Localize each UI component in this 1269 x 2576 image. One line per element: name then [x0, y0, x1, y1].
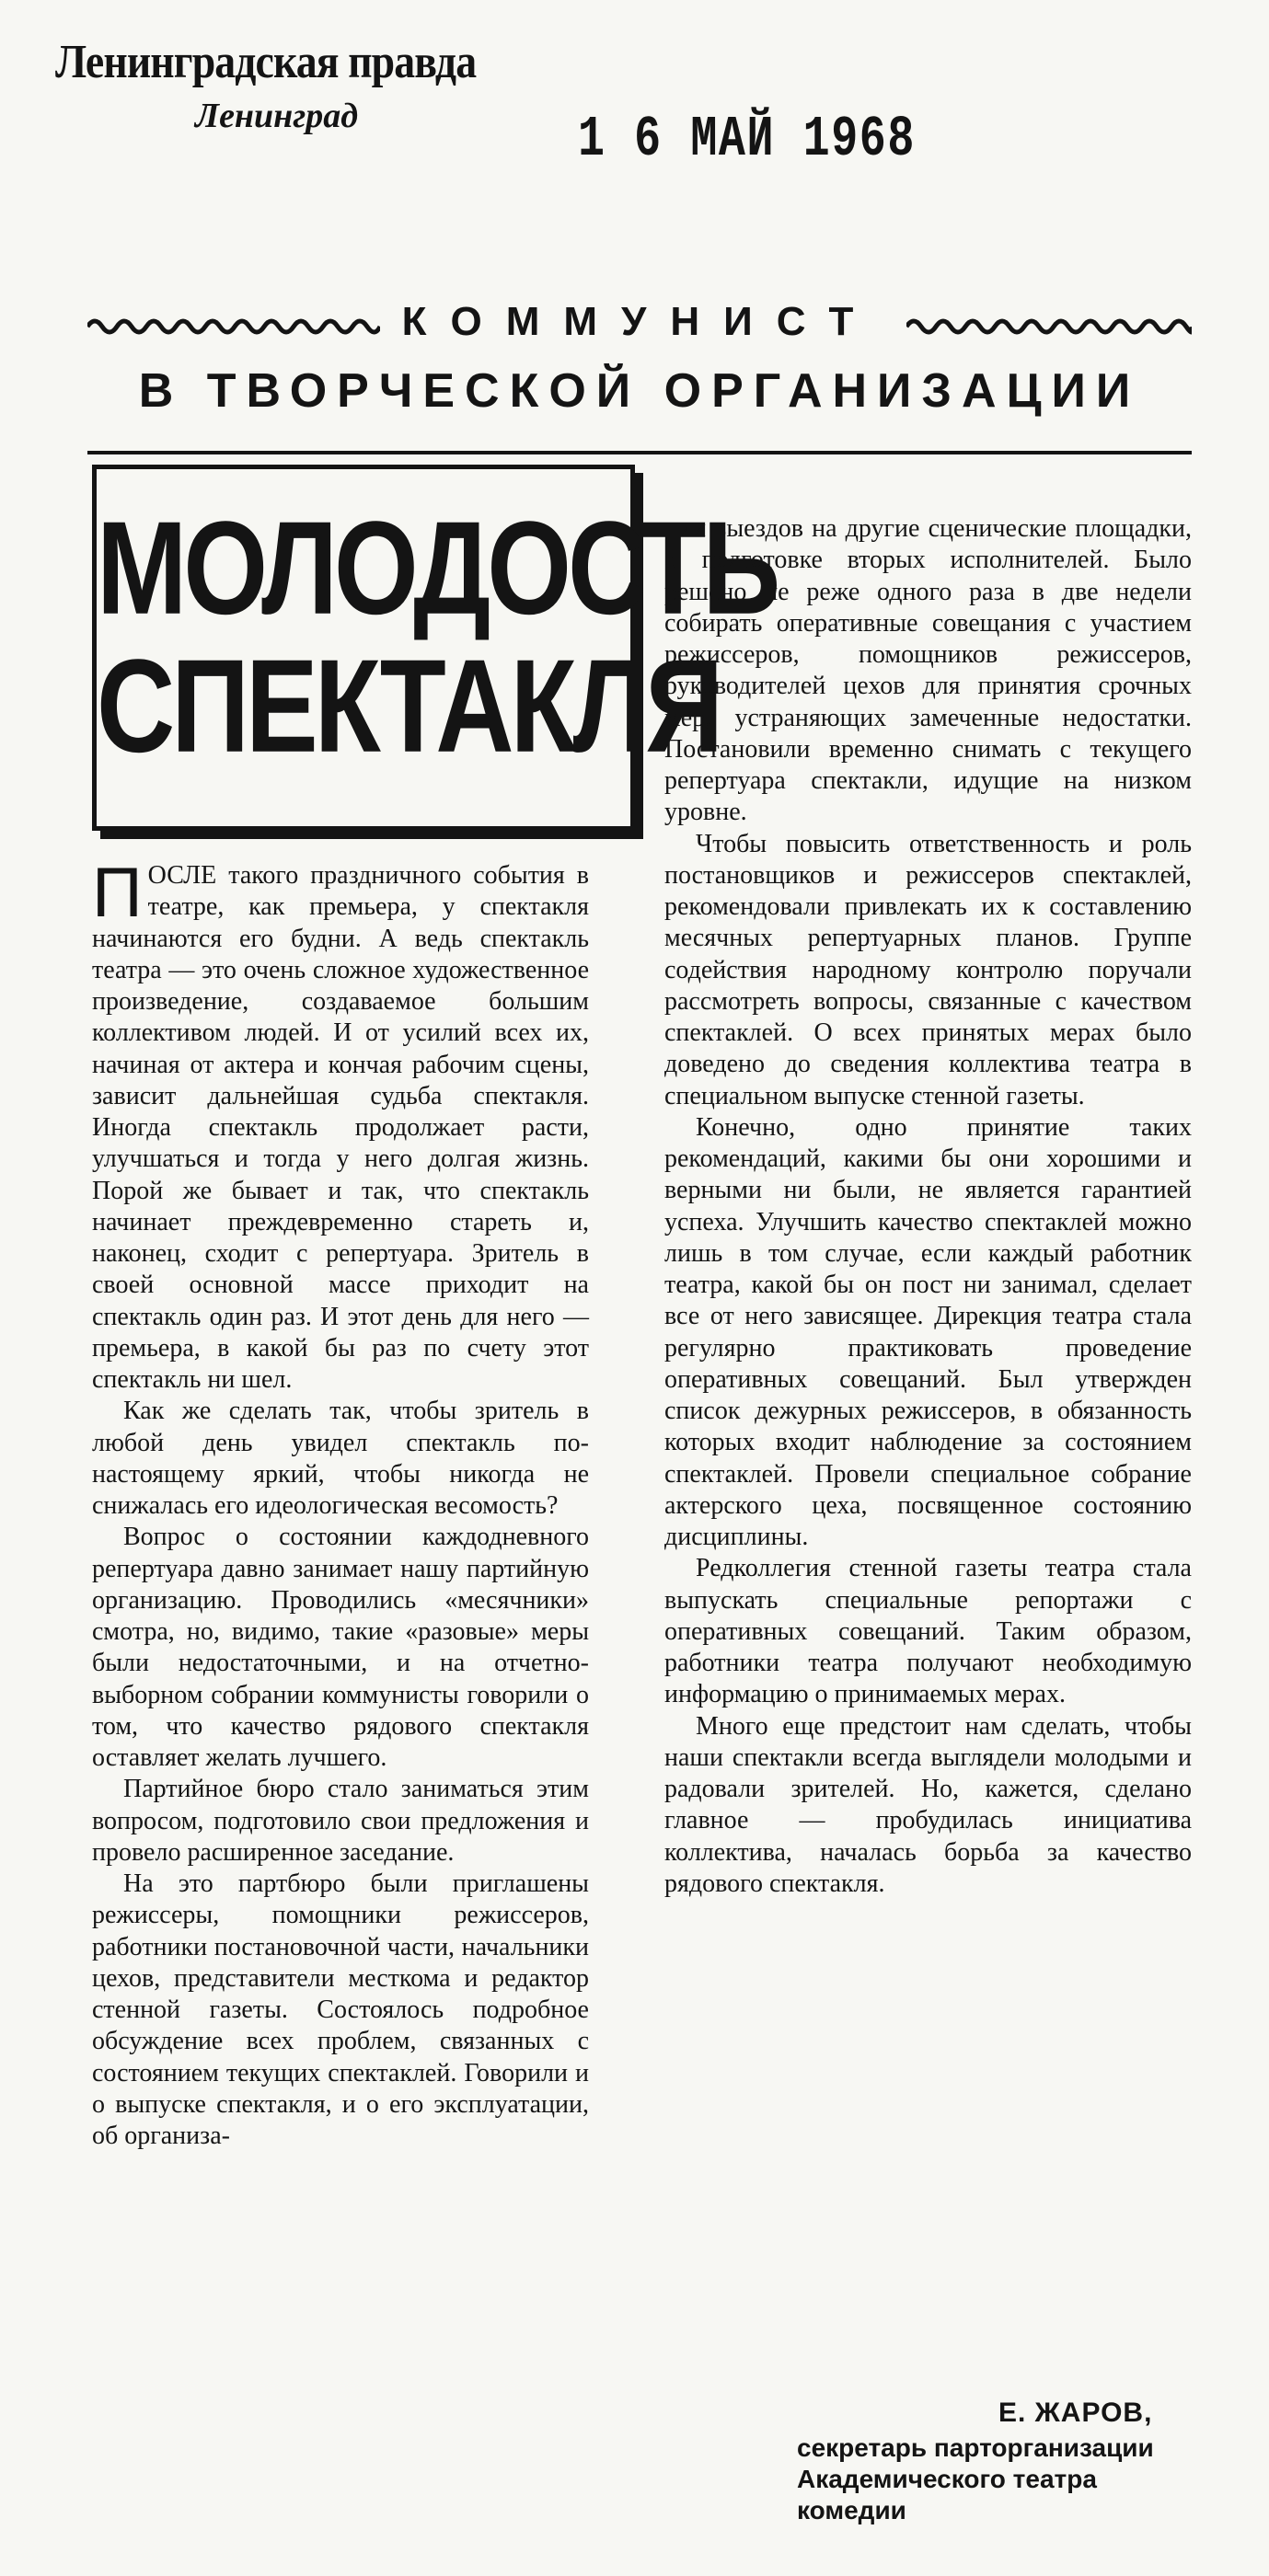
rubric-header	[87, 299, 1192, 446]
article-paragraph: Редколлегия стенной газеты театра стала выпускать специальные репортажи с оперативных совещаний. Таким образом, работники театра получают необходимую информацию о принимаемых мерах.	[664, 1554, 1192, 1709]
article-paragraph: Конечно, одно принятие таких рекомендаций, какими бы они хорошими и верными ни были, не является гарантией успеха. Улучшить качество спектаклей можно лишь в том случае, если каждый работник театра, какой бы он пост ни занимал, сделает все от него зависящее. Дирекция театра стала регулярно практиковать проведение оперативных совещаний. Был утвержден список дежурных режиссеров, в обязанность которых входит наблюдение за состоянием спектаклей. Провели специальное собрание актерского цеха, посвященное состоянию дисциплины.	[664, 1112, 1192, 1551]
date-stamp: 1 6 МАЙ 1968	[578, 107, 916, 172]
drop-cap: П	[92, 854, 143, 932]
article-paragraph: Вопрос о состоянии каждодневного репертуара давно занимает нашу партийную организацию. Проводились «месячники» смотра, но, видимо, такие «разовые» меры были недостаточными, и на отчетно-выборном собрании коммунисты говорили о том, что качество рядового спектакля оставляет желать лучшего.	[92, 1523, 589, 1772]
newspaper-name-stamp: Ленинградская правда	[55, 36, 477, 88]
newspaper-city-stamp: Ленинград	[195, 97, 359, 135]
article-column-left	[92, 854, 589, 2152]
author-name: Е. ЖАРОВ,	[998, 2398, 1153, 2428]
headline-line-2: СПЕКТАКЛЯ	[97, 632, 721, 781]
author-title: секретарь парторганизации Академического театра комедии	[797, 2433, 1154, 2524]
rubric-divider	[87, 451, 1192, 454]
article-paragraph: ции выездов на другие сценические площадки, о подготовке вторых исполнителей. Было решено не реже одного раза в две недели собирать оперативные совещания с участием режиссеров, помощников режиссеров, руководителей цехов для принятия срочных мер, устраняющих замеченные недостатки. Постановили временно снимать с текущего репертуара спектакли, идущие на низком уровне.	[664, 514, 1192, 827]
article-paragraph: Много еще предстоит нам сделать, чтобы наши спектакли всегда выглядели молодыми и радовали зрителей. Но, кажется, сделано главное — пробудилась инициатива коллектива, началась борьба за качество рядового спектакля.	[664, 1711, 1192, 1898]
article-paragraph	[92, 854, 589, 1396]
headline-line-1: МОЛОДОСТЬ	[97, 494, 778, 643]
rubric-line-1: КОММУНИСТ	[401, 299, 878, 344]
article-paragraph: На это партбюро были приглашены режиссеры, помощники режиссеров, работники постановочной части, начальники цехов, представители месткома и редактор стенной газеты. Состоялось подробное обсуждение всех проблем, связанных с состоянием текущих спектаклей. Говорили и о выпуске спектакля, и о его эксплуатации, об организа-	[92, 1869, 589, 2150]
rubric-line-2: В ТВОРЧЕСКОЙ ОРГАНИЗАЦИИ	[138, 364, 1141, 418]
article-paragraph: Как же сделать так, чтобы зритель в любой день увидел спектакль по-настоящему яркий, чтобы никогда не снижалась его идеологическая весомость?	[92, 1397, 589, 1520]
article-column-right	[664, 513, 1192, 1900]
headline-box	[92, 465, 778, 831]
paragraph-text: ОСЛЕ такого праздничного события в театре, как премьера, у спектакля начинаются его будни. А ведь спектакль театра — это очень сложное художественное произведение, создаваемое большим коллективом людей. И от усилий всех их, начиная от актера и кончая рабочим сцены, зависит дальнейшая судьба спектакля. Иногда спектакль продолжает расти, улучшаться и тогда у него долгая жизнь. Порой же бывает и так, что спектакль начинает преждевременно стареть и, наконец, сходит с репертуара. Зритель в своей основной массе приходит на спектакль один раз. И этот день для него — премьера, в какой бы раз по счету этот спектакль ни шел.	[92, 861, 589, 1394]
article-paragraph: Партийное бюро стало заниматься этим вопросом, подготовило свои предложения и провело расширенное заседание.	[92, 1775, 589, 1867]
article-paragraph: Чтобы повысить ответственность и роль постановщиков и режиссеров спектаклей, рекомендовали привлекать их к составлению месячных репертуарных планов. Группе содействия народному контролю поручали рассмотреть вопросы, связанные с качеством спектаклей. О всех принятых мерах было доведено до сведения коллектива театра в специальном выпуске стенной газеты.	[664, 829, 1192, 1110]
